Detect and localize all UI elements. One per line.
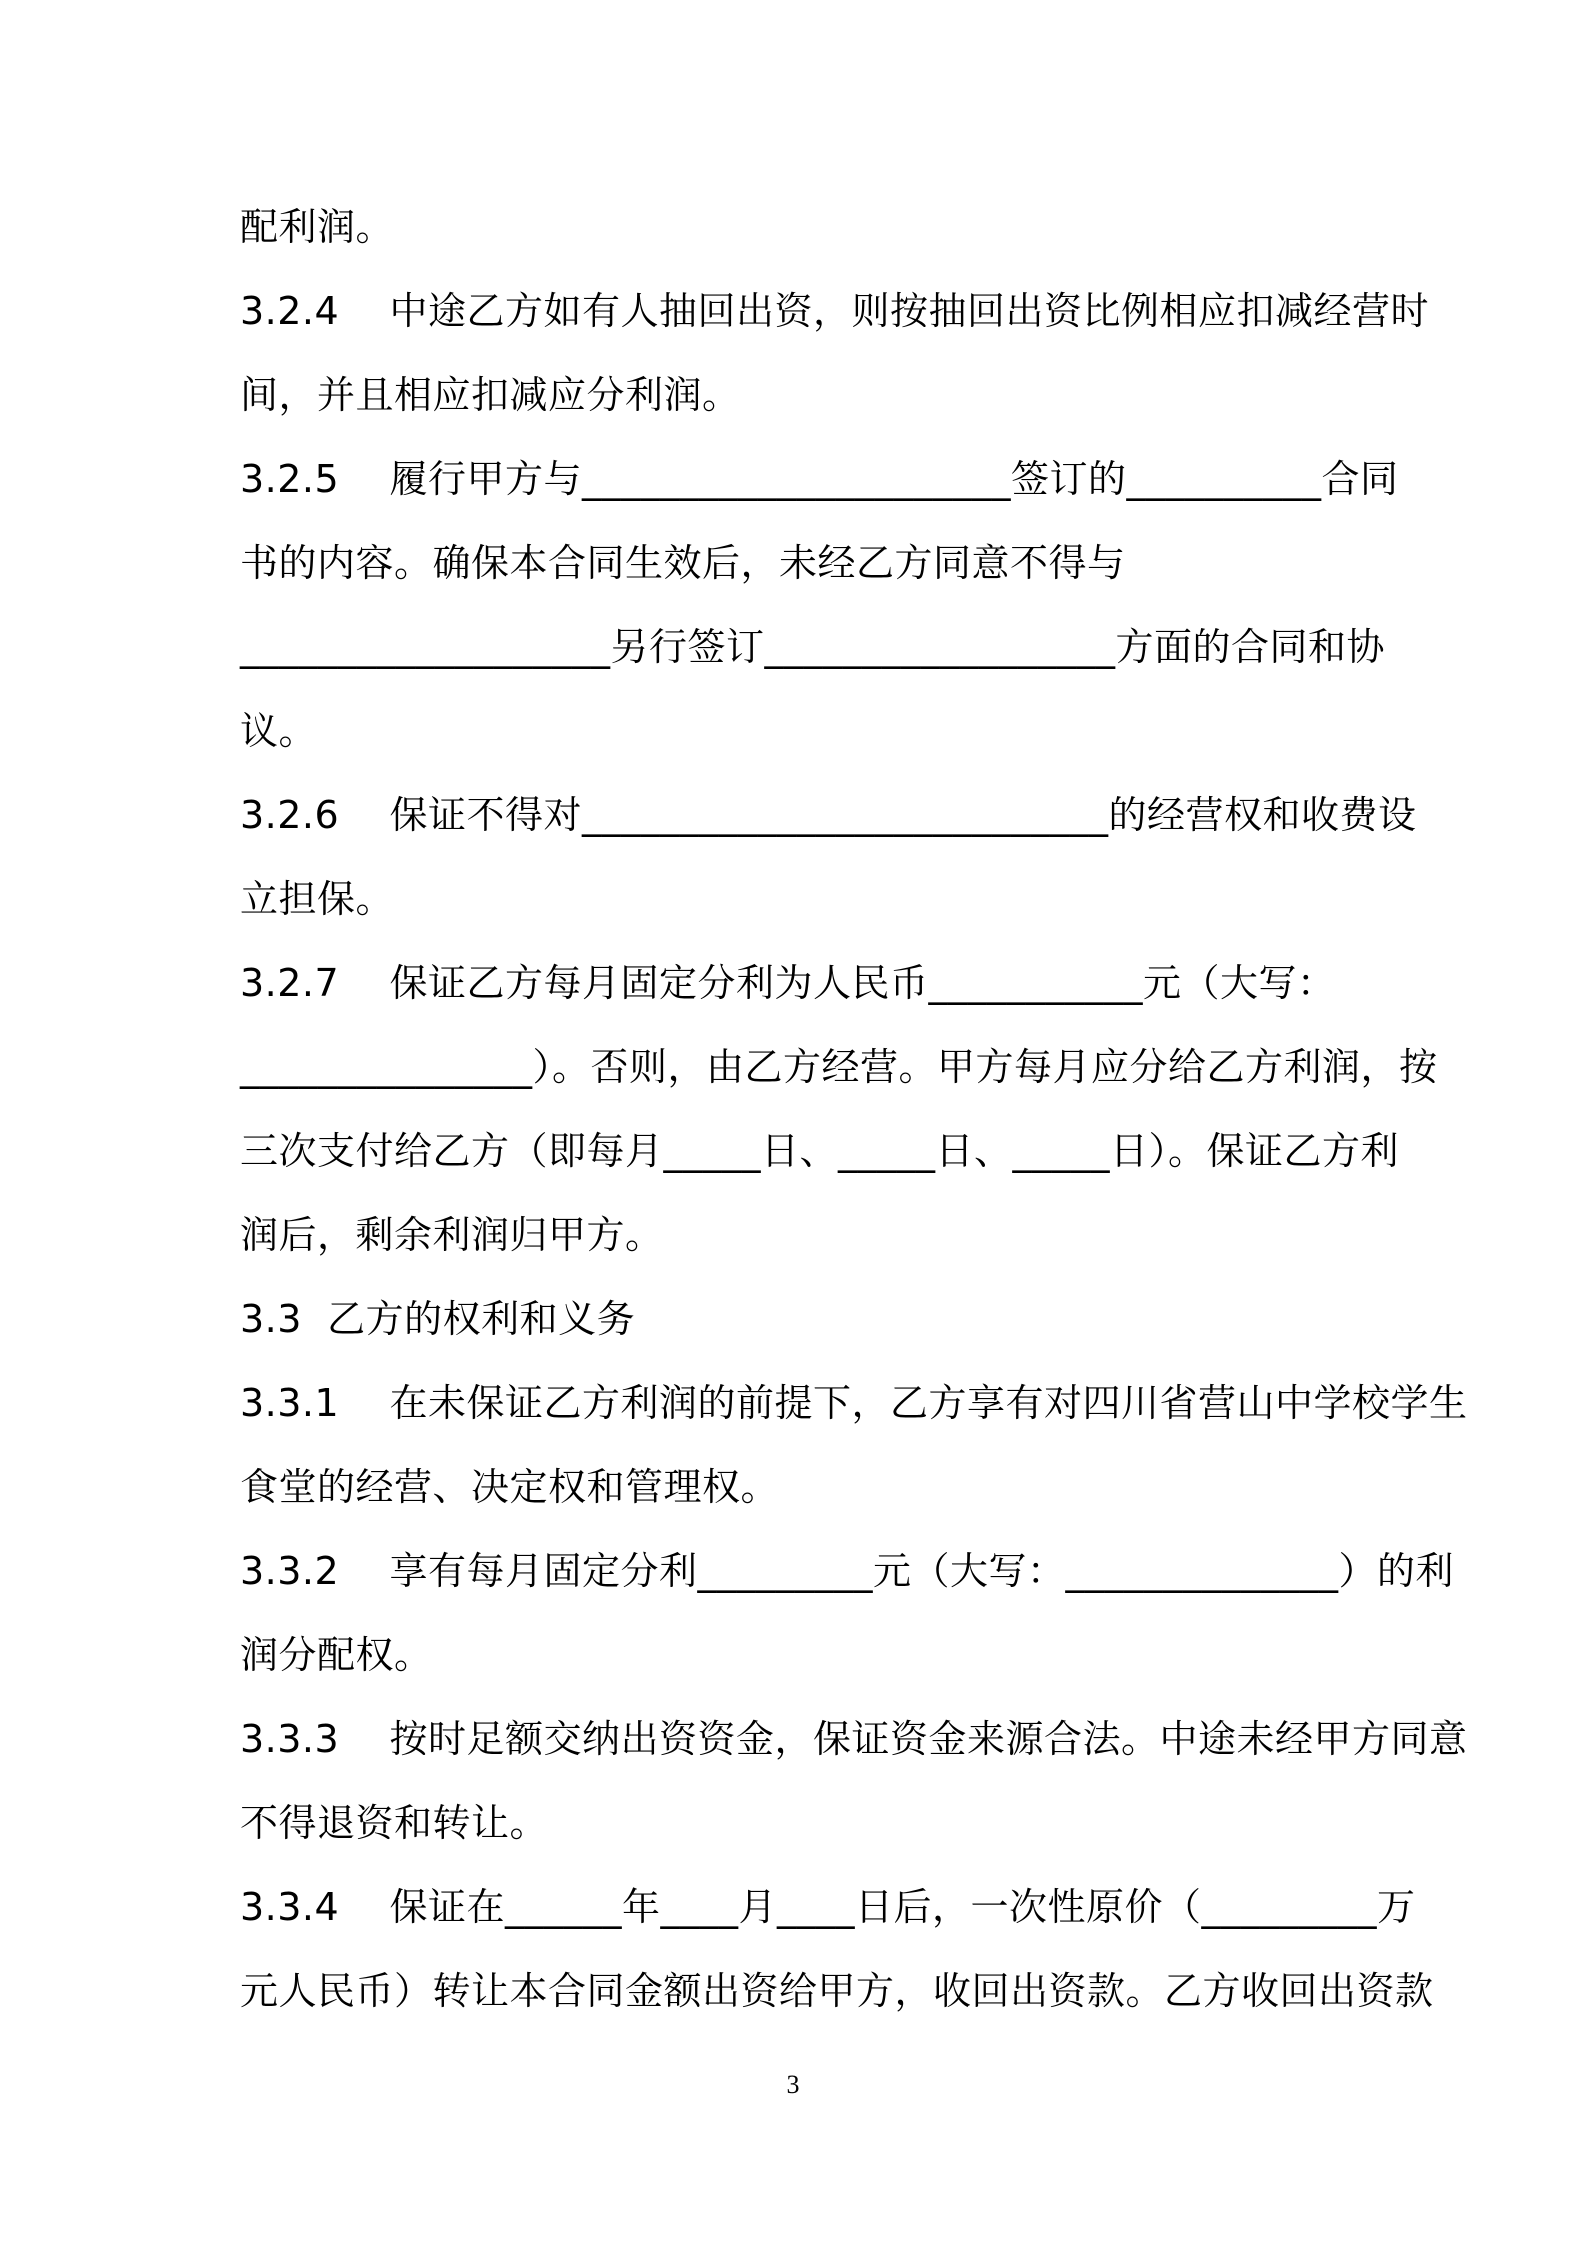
text-line: 议。 xyxy=(240,709,318,753)
text-line: 3.2.4 中途乙方如有人抽回出资，则按抽回出资比例相应扣减经营时 xyxy=(240,289,1430,333)
text-line: 间，并且相应扣减应分利润。 xyxy=(240,373,741,417)
text-line: 3.2.6 保证不得对___________________________的经营权和收费设 xyxy=(240,793,1417,837)
text-line: 润分配权。 xyxy=(240,1633,433,1677)
text-line: 立担保。 xyxy=(240,877,395,921)
text-line: 配利润。 xyxy=(240,205,395,249)
text-line: 书的内容。确保本合同生效后，未经乙方同意不得与 xyxy=(240,541,1126,585)
text-line: 润后，剩余利润归甲方。 xyxy=(240,1213,664,1257)
text-line: 三次支付给乙方（即每月_____日、_____日、_____日）。保证乙方利 xyxy=(240,1129,1400,1173)
text-line: 3.3.2 享有每月固定分利_________元（大写：______________）的利 xyxy=(240,1549,1455,1593)
text-line: 3.3.4 保证在______年____月____日后，一次性原价（_________万 xyxy=(240,1885,1416,1929)
text-line: _______________）。否则，由乙方经营。甲方每月应分给乙方利润，按 xyxy=(240,1045,1438,1089)
text-line: ___________________另行签订__________________方面的合同和协 xyxy=(240,625,1386,669)
text-line: 3.3.3 按时足额交纳出资资金，保证资金来源合法。中途未经甲方同意 xyxy=(240,1717,1468,1761)
text-line: 元人民币）转让本合同金额出资给甲方，收回出资款。乙方收回出资款 xyxy=(240,1969,1434,2013)
text-line: 不得退资和转让。 xyxy=(240,1801,549,1845)
text-line: 食堂的经营、决定权和管理权。 xyxy=(240,1465,780,1509)
page-number: 3 xyxy=(786,2070,800,2099)
section-heading: 3.3 乙方的权利和义务 xyxy=(240,1297,636,1341)
text-line: 3.3.1 在未保证乙方利润的前提下，乙方享有对四川省营山中学校学生 xyxy=(240,1381,1468,1425)
text-line: 3.2.7 保证乙方每月固定分利为人民币___________元（大写： xyxy=(240,961,1336,1005)
text-line: 3.2.5 履行甲方与______________________签订的__________合同 xyxy=(240,457,1399,501)
